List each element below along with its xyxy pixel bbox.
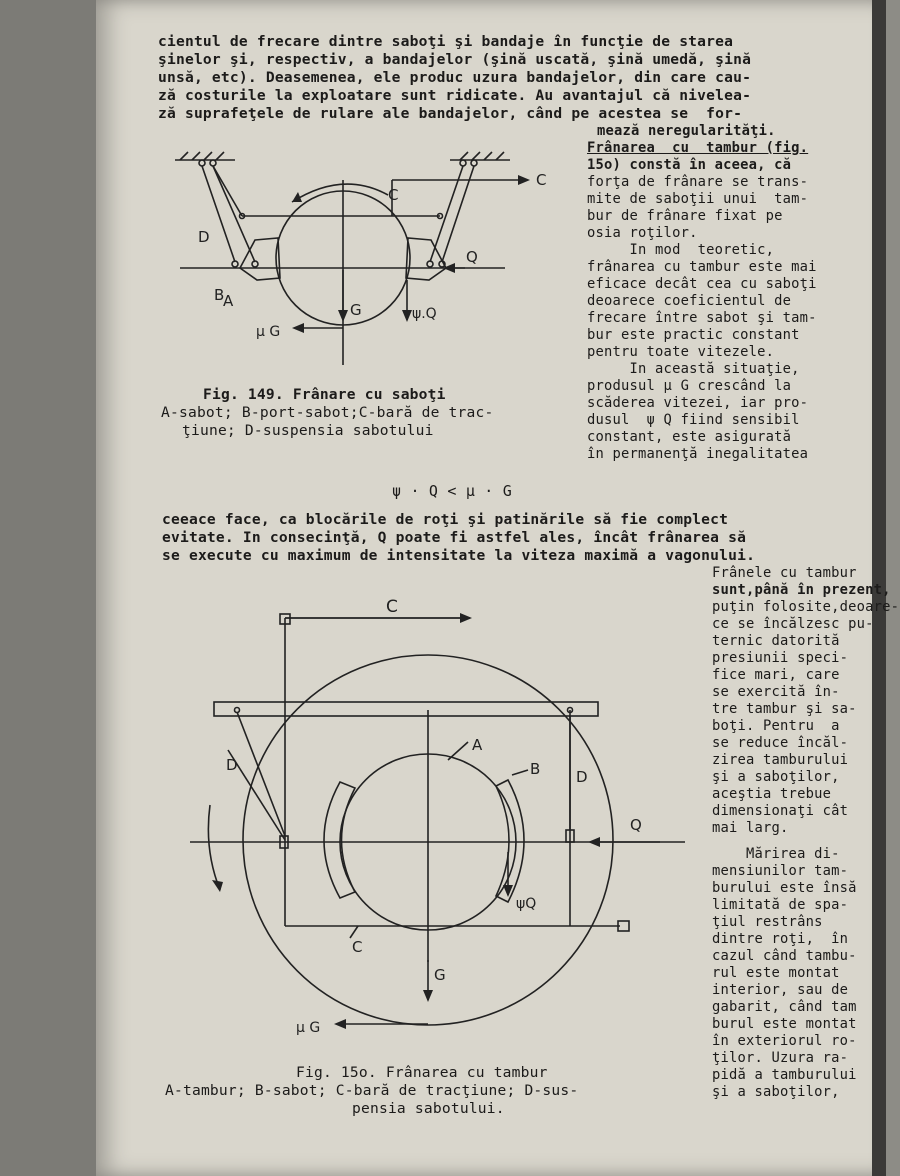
text-line: deoarece coeficientul de <box>587 293 792 309</box>
book-binding <box>0 0 96 1176</box>
text-line: ză suprafeţele de rulare ale bandajelor, când pe acestea se for- <box>158 105 743 122</box>
text-line: sunt,până în prezent, <box>712 582 891 598</box>
text-line: unsă, etc). Deasemenea, ele produc uzura bandajelor, din care cau- <box>158 69 752 86</box>
text-line: eficace decât cea cu saboţi <box>587 276 817 292</box>
text-line: pentru toate vitezele. <box>587 344 775 360</box>
text-line: bur este practic constant <box>587 327 800 343</box>
text-line: constant, este asigurată <box>587 429 792 445</box>
text-line: mai larg. <box>712 820 789 836</box>
text-line: frânarea cu tambur este mai <box>587 259 817 275</box>
text-line: ce se încălzesc pu- <box>712 616 874 632</box>
text-line: în permanenţă inegalitatea <box>587 446 809 462</box>
fig150-label-c-top: C <box>386 597 398 617</box>
fig149-label-b: B <box>214 286 225 304</box>
fig150-label-d-left: D <box>226 756 238 774</box>
text-line: aceştia trebue <box>712 786 832 802</box>
text-line: produsul μ G crescând la <box>587 378 792 394</box>
text-line: burul este montat <box>712 1016 857 1032</box>
fig149-diagram <box>160 140 580 380</box>
fig150-label-mug: μ G <box>296 1020 321 1036</box>
text-line: interior, sau de <box>712 982 849 998</box>
fig149-caption-title: Fig. 149. Frânare cu saboţi <box>203 386 446 403</box>
text-line: Frânarea cu tambur (fig. <box>587 140 809 156</box>
fig150-label-psiq: ψQ <box>516 896 537 912</box>
fig149-label-g: G <box>350 301 362 319</box>
fig149-label-d: D <box>198 228 210 246</box>
text-line: cazul când tambu- <box>712 948 857 964</box>
fig150-caption-line: pensia sabotului. <box>352 1100 505 1117</box>
text-line: se reduce încăl- <box>712 735 849 751</box>
text-line: şi a saboţilor, <box>712 1084 840 1100</box>
fig150-label-a: A <box>472 736 483 754</box>
fig149-label-mug: μ G <box>256 324 281 340</box>
text-line: forţa de frânare se trans- <box>587 174 809 190</box>
fig149-label-c-arrow: C <box>536 171 547 189</box>
text-line: ceeace face, ca blocările de roţi şi patinările să fie complect <box>162 511 729 528</box>
text-line: se exercită în- <box>712 684 840 700</box>
text-line: mite de saboţii unui tam- <box>587 191 809 207</box>
text-line: ternic datorită <box>712 633 840 649</box>
text-line: dusul ψ Q fiind sensibil <box>587 412 800 428</box>
text-line: zirea tamburului <box>712 752 849 768</box>
text-line: în exteriorul ro- <box>712 1033 857 1049</box>
fig149-label-c-top: C <box>388 186 399 204</box>
text-line: evitate. In consecinţă, Q poate fi astfel ales, încât frânarea să <box>162 529 747 546</box>
text-line: pidă a tamburului <box>712 1067 857 1083</box>
fig150-label-c-bottom: C <box>352 938 363 956</box>
fig149-label-q: Q <box>466 248 478 266</box>
text-line: ţilor. Uzura ra- <box>712 1050 849 1066</box>
text-line: ză costurile la exploatare sunt ridicate. Au avantajul că nivelea- <box>158 87 752 104</box>
fig150-label-q: Q <box>630 816 642 834</box>
text-line: burului este însă <box>712 880 857 896</box>
text-line: şi a saboţilor, <box>712 769 840 785</box>
text-line: bur de frânare fixat pe <box>587 208 783 224</box>
fig150-caption-line: A-tambur; B-sabot; C-bară de tracţiune; D-sus- <box>165 1082 579 1099</box>
text-line: In această situaţie, <box>587 361 800 377</box>
text-line: boţi. Pentru a <box>712 718 840 734</box>
text-line: frecare între sabot şi tam- <box>587 310 817 326</box>
text-line: cientul de frecare dintre saboţi şi bandaje în funcţie de starea <box>158 33 734 50</box>
fig149-caption-line: A-sabot; B-port-sabot;C-bară de trac- <box>161 404 494 421</box>
text-line: 15o) constă în aceea, că <box>587 157 792 173</box>
text-line: ţiul restrâns <box>712 914 823 930</box>
text-line: Mărirea di- <box>712 846 840 862</box>
text-line: tre tambur şi sa- <box>712 701 857 717</box>
text-line: se execute cu maximum de intensitate la viteza maximă a vagonului. <box>162 547 756 564</box>
fig149-caption-line: ţiune; D-suspensia sabotului <box>182 422 434 439</box>
text-line: rul este montat <box>712 965 840 981</box>
text-line: gabarit, când tam <box>712 999 857 1015</box>
fig150-diagram <box>190 590 710 1050</box>
text-line: scăderea vitezei, iar pro- <box>587 395 809 411</box>
fig150-label-g: G <box>434 966 446 984</box>
text-line: puţin folosite,deoare- <box>712 599 900 615</box>
fig150-label-b: B <box>530 760 541 778</box>
text-line: limitată de spa- <box>712 897 849 913</box>
text-line: dimensionaţi cât <box>712 803 849 819</box>
text-line: şinelor şi, respectiv, a bandajelor (şină uscată, şină umedă, şină <box>158 51 752 68</box>
text-line: mensiunilor tam- <box>712 863 849 879</box>
fig150-caption-title: Fig. 15o. Frânarea cu tambur <box>296 1064 548 1081</box>
text-line: In mod teoretic, <box>587 242 775 258</box>
text-line: Frânele cu tambur <box>712 565 857 581</box>
inequality-formula: ψ · Q < μ · G <box>392 482 512 500</box>
fig149-label-a: A <box>223 292 234 310</box>
text-line: presiunii speci- <box>712 650 849 666</box>
fig149-label-psiq: ψ.Q <box>412 306 437 322</box>
fig150-label-d-right: D <box>576 768 588 786</box>
text-line: fice mari, care <box>712 667 840 683</box>
text-line: dintre roţi, în <box>712 931 849 947</box>
text-line: mează neregularităţi. <box>597 123 776 139</box>
text-line: osia roţilor. <box>587 225 698 241</box>
